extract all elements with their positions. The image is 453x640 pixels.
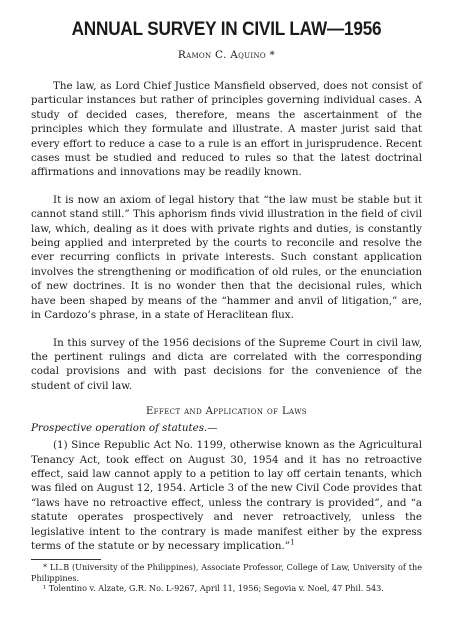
section-paragraph-text: (1) Since Republic Act No. 1199, otherwise known as the Agricultural Tenancy Act, took effect on August 30, 1954 and it has no retroactive effect, said law cannot apply to a petition to lay off certain tenants, which was filed on August 12, 1954. Article 3 of the new Civil Code provides that “laws have no retroactive effect, unless the contrary is provided”, and “a statute operates prospectively and never retroactively, unless the legislative intent to the contrary is made manifest either by the express terms of the statute or by necessary implication.” <box>31 439 422 552</box>
footnote-author: * LL.B (University of the Philippines), Associate Professor, College of Law, University of the Philippines. <box>31 562 422 583</box>
section-heading: Effect and Application of Laws <box>145 406 308 418</box>
subsection-heading: Prospective operation of statutes.— <box>31 422 218 435</box>
author-line: Ramon C. Aquino * <box>177 49 276 61</box>
footnote-1: ¹ Tolentino v. Alzate, G.R. No. L-9267, April 11, 1956; Segovia v. Noel, 47 Phil. 543. <box>43 582 384 593</box>
article-title: ANNUAL SURVEY IN CIVIL LAW—1956 <box>71 18 382 40</box>
intro-paragraph-2: It is now an axiom of legal history that “the law must be stable but it cannot stand still.” This aphorism finds vivid illustration in the field of civil law, which, dealing as it does with private rights and duties, is constantly being applied and interpreted by the courts to reconcile and resolve the ever recurring conflicts in private interests. Such constant application involves the strengthening or modification of old rules, or the enunciation of new doctrines. It is no wonder then that the decisional rules, which have been shaped by means of the “hammer and anvil of litigation,” are, in Cardozo’s phrase, in a state of Heraclitean flux. <box>31 193 422 322</box>
footnote-divider <box>31 559 101 560</box>
intro-paragraph-1: The law, as Lord Chief Justice Mansfield observed, does not consist of particular instances but rather of principles governing individual cases. A study of decided cases, therefore, means the ascertainment of the principles which they formulate and illustrate. A master jurist said that every effort to reduce a case to a rule is an effort in jurisprudence. Recent cases must be studied and reduced to rules so that the latest doctrinal affirmations and innovations may be readily known. <box>31 80 422 179</box>
footnote-ref: 1 <box>290 538 295 547</box>
section-paragraph <box>31 438 422 553</box>
intro-paragraph-3: In this survey of the 1956 decisions of the Supreme Court in civil law, the pertinent rulings and dicta are correlated with the corresponding codal provisions and with past decisions for the convenience of the student of civil law. <box>31 336 422 392</box>
